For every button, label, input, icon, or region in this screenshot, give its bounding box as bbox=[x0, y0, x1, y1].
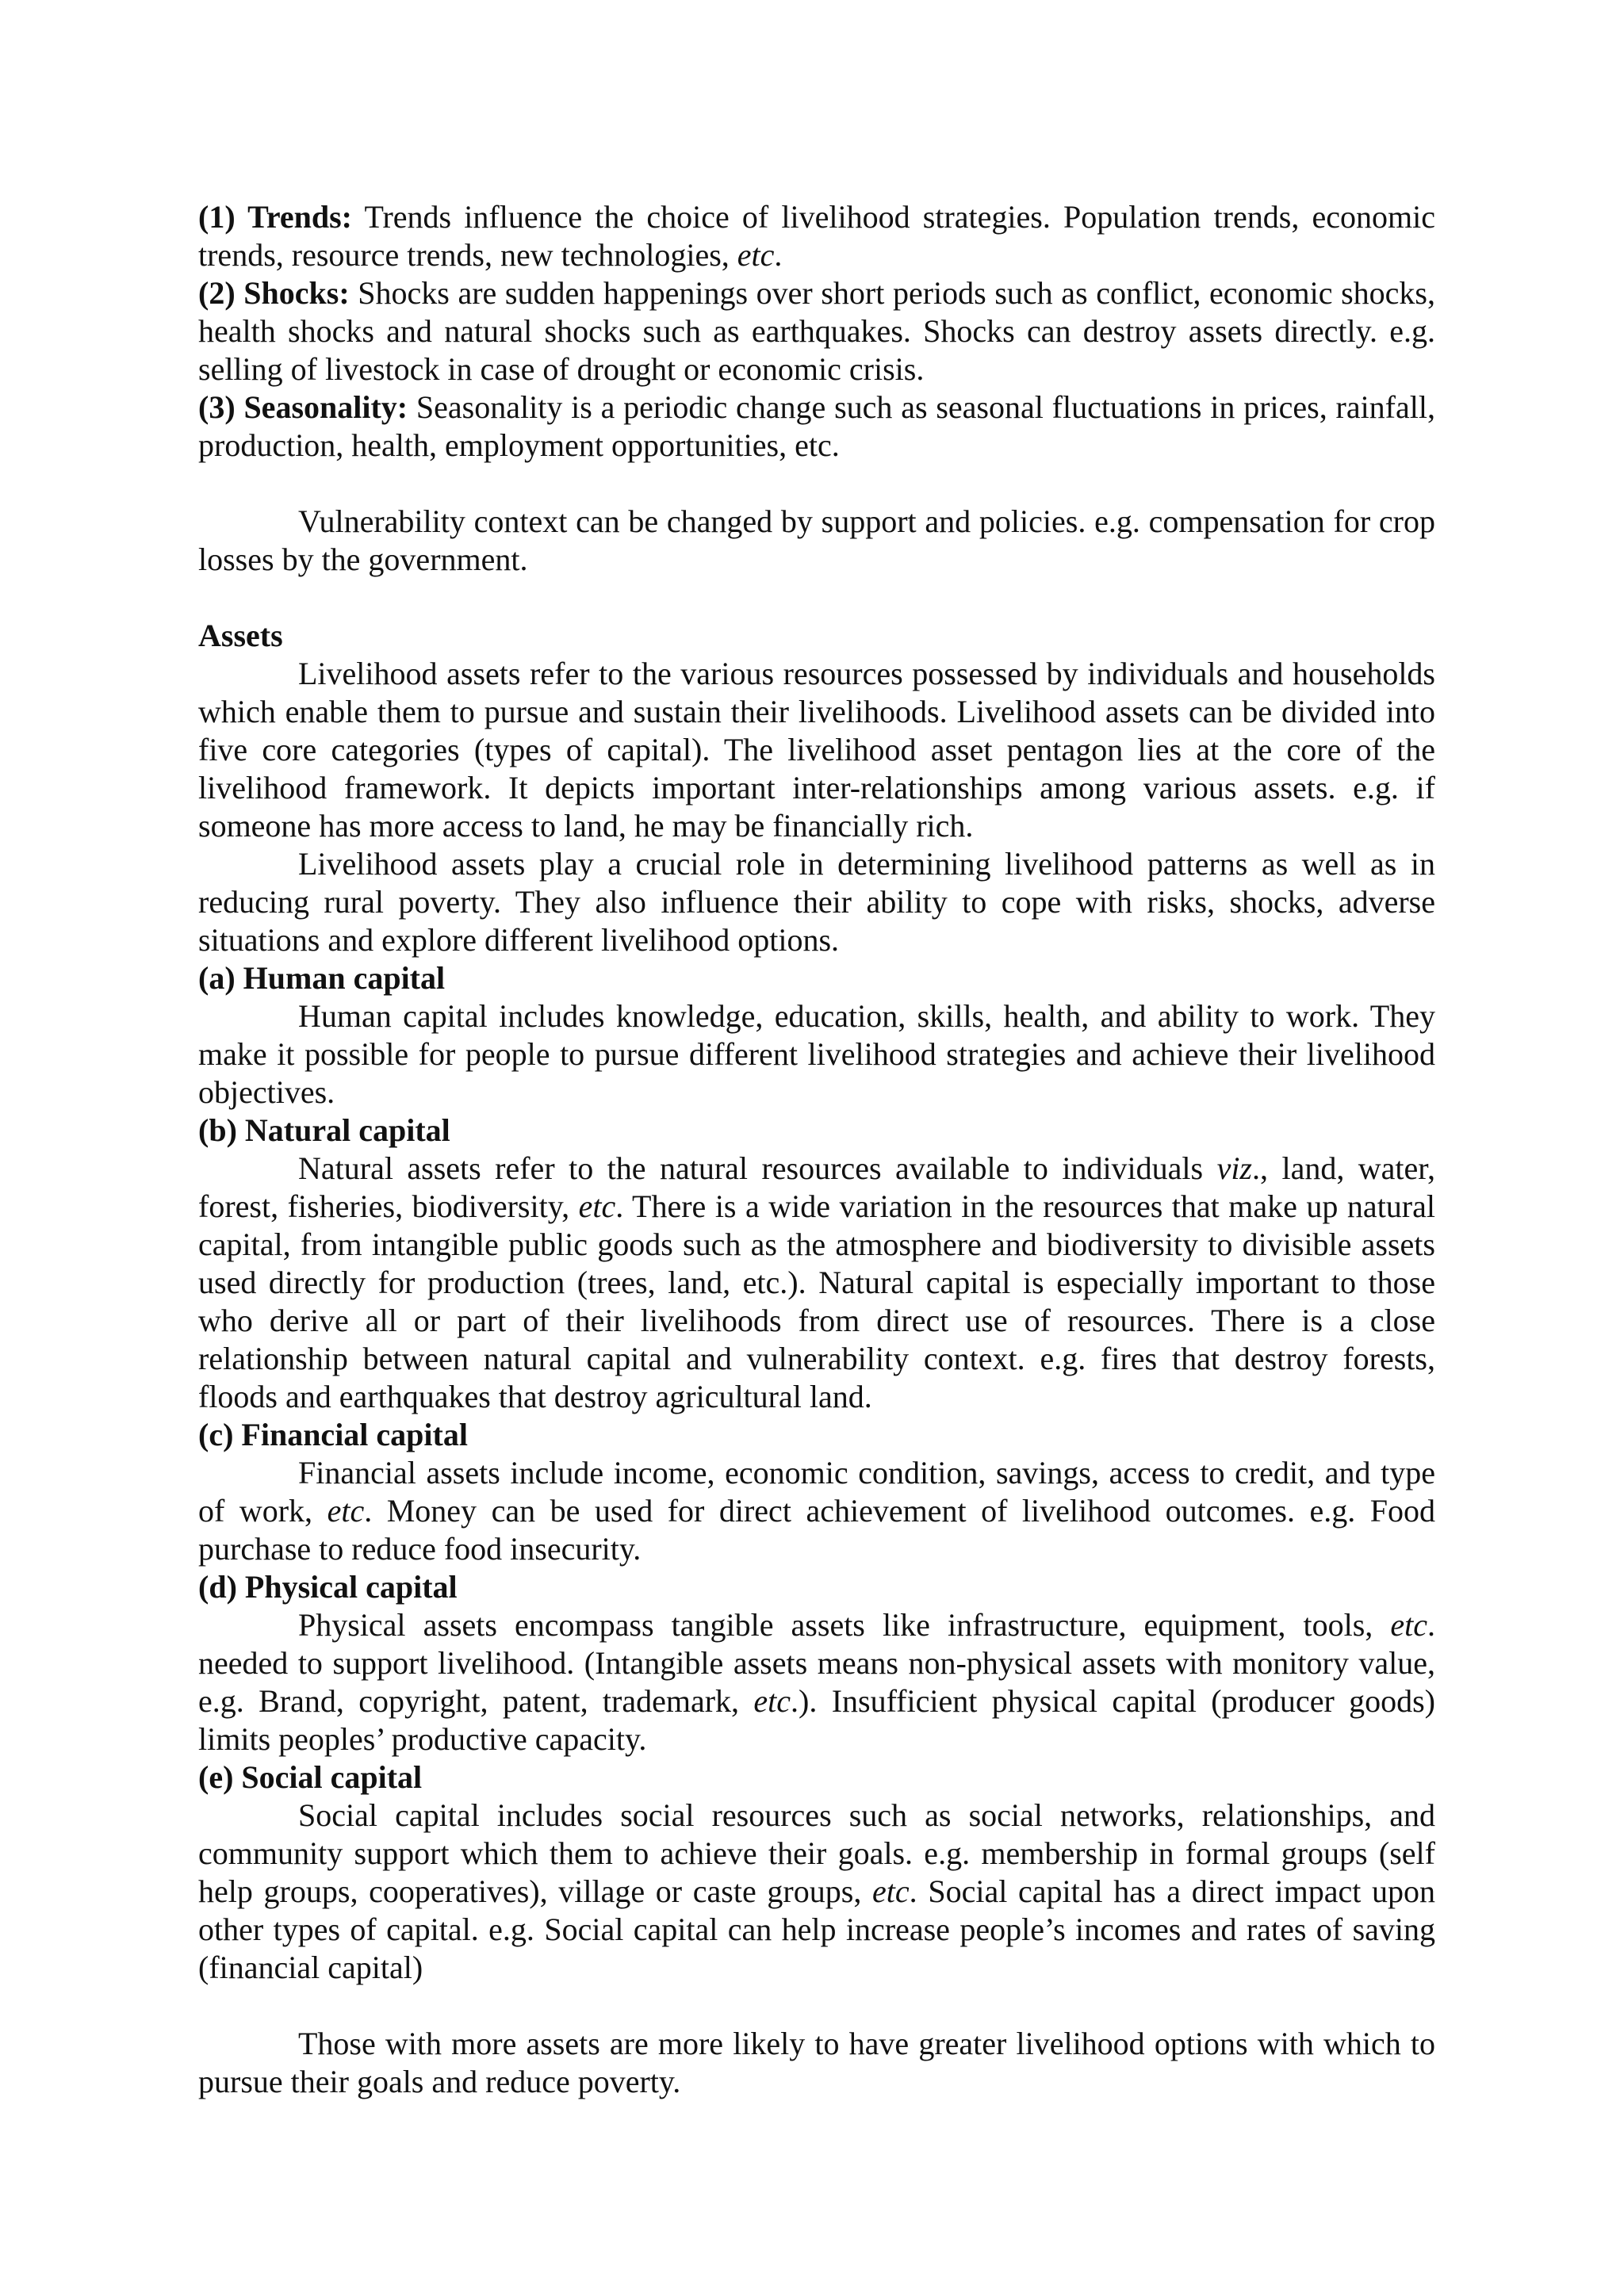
spacer bbox=[198, 579, 1435, 617]
social-capital-text: Social capital includes social resources such as social networks, relationships, and community support which them to achieve their goals. e.g. membership in formal groups (self help groups, cooperatives), village or caste groups, etc. Social capital has a direct impact upon other types of capital. e.g. Social capital can help increase people’s incomes and rates of saving (financial capital) bbox=[198, 1797, 1436, 1985]
human-capital-heading: (a) Human capital bbox=[198, 960, 446, 996]
seasonality-paragraph bbox=[198, 388, 1435, 465]
spacer bbox=[198, 465, 1435, 503]
social-capital-heading: (e) Social capital bbox=[198, 1759, 423, 1795]
seasonality-text: Seasonality is a periodic change such as seasonal fluctuations in prices, rainfall, production, health, employment opportunities, etc. bbox=[198, 389, 1435, 463]
trends-label: (1) Trends: bbox=[198, 199, 352, 235]
shocks-text: Shocks are sudden happenings over short periods such as conflict, economic shocks, health shocks and natural shocks such as earthquakes. Shocks can destroy assets directly. e.g. selling of livestock in case of drought or economic crisis. bbox=[198, 275, 1435, 387]
physical-capital-text: Physical assets encompass tangible assets like infrastructure, equipment, tools, etc. needed to support livelihood. (Intangible assets means non-physical assets with monitory value, e.g. Brand, copyright, patent, trademark, etc.). Insufficient physical capital (producer goods) limits peoples’ productive capacity. bbox=[198, 1607, 1435, 1757]
assets-paragraph-2: Livelihood assets play a crucial role in determining livelihood patterns as well as in reducing rural poverty. They also influence their ability to cope with risks, shocks, adverse situations and explore different livelihood options. bbox=[198, 846, 1435, 958]
financial-capital-heading: (c) Financial capital bbox=[198, 1417, 468, 1452]
closing-paragraph: Those with more assets are more likely to have greater livelihood options with which to pursue their goals and reduce poverty. bbox=[198, 2026, 1435, 2099]
financial-capital-text: Financial assets include income, economic condition, savings, access to credit, and type of work, etc. Money can be used for direct achievement of livelihood outcomes. e.g. Food purchase to reduce food insecurity. bbox=[198, 1455, 1435, 1567]
human-capital-text: Human capital includes knowledge, education, skills, health, and ability to work. They make it possible for people to pursue different livelihood strategies and achieve their livelihood objectives. bbox=[198, 998, 1435, 1110]
shocks-label: (2) Shocks: bbox=[198, 275, 350, 311]
spacer bbox=[198, 1987, 1435, 2025]
trends-paragraph bbox=[198, 198, 1435, 274]
assets-paragraph-1: Livelihood assets refer to the various resources possessed by individuals and households which enable them to pursue and sustain their livelihoods. Livelihood assets can be divided into five core categories (types of capital). The livelihood asset pentagon lies at the core of the livelihood framework. It depicts important inter-relationships among various assets. e.g. if someone has more access to land, he may be financially rich. bbox=[198, 656, 1435, 844]
natural-capital-text: Natural assets refer to the natural resources available to individuals viz., land, water, forest, fisheries, biodiversity, etc. There is a wide variation in the resources that make up natural capital, from intangible public goods such as the atmosphere and biodiversity to divisible assets used directly for production (trees, land, etc.). Natural capital is especially important to those who derive all or part of their livelihoods from direct use of resources. There is a close relationship between natural capital and vulnerability context. e.g. fires that destroy forests, floods and earthquakes that destroy agricultural land. bbox=[198, 1150, 1435, 1414]
assets-heading: Assets bbox=[198, 618, 283, 653]
seasonality-label: (3) Seasonality: bbox=[198, 389, 408, 425]
trends-end: . bbox=[774, 237, 783, 273]
trends-etc: etc bbox=[737, 237, 775, 273]
document-page bbox=[198, 198, 1435, 2101]
natural-capital-heading: (b) Natural capital bbox=[198, 1112, 450, 1148]
shocks-paragraph bbox=[198, 274, 1435, 388]
physical-capital-heading: (d) Physical capital bbox=[198, 1569, 458, 1605]
trends-text: Trends influence the choice of livelihood strategies. Population trends, economic trends, resource trends, new technologies, bbox=[198, 199, 1435, 273]
vulnerability-note: Vulnerability context can be changed by support and policies. e.g. compensation for crop losses by the government. bbox=[198, 503, 1435, 577]
